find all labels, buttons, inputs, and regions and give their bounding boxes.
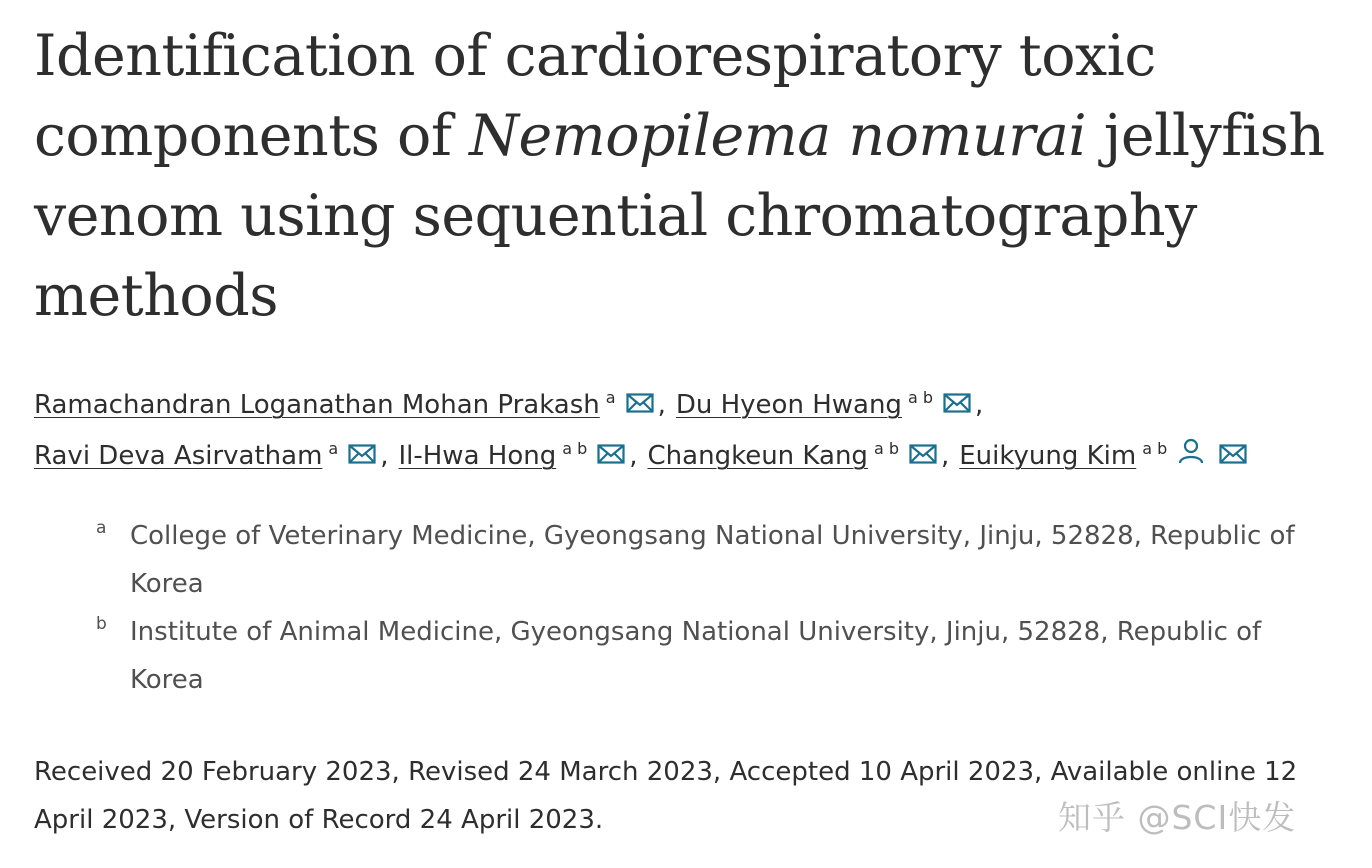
affiliation-superscript[interactable]: a (328, 439, 339, 458)
author-name-kim[interactable]: Euikyung Kim (959, 441, 1137, 471)
affiliation-mark: a (96, 518, 107, 538)
affiliation-b (96, 608, 1326, 704)
affiliation-superscript[interactable]: a b (562, 439, 588, 458)
author-name-prakash[interactable]: Ramachandran Loganathan Mohan Prakash (34, 390, 600, 420)
article-history: Received 20 February 2023, Revised 24 March 2023, Accepted 10 April 2023, Available online 12 April 2023, Version of Record 24 April 2023. (34, 757, 1298, 835)
email-icon[interactable] (597, 431, 625, 482)
author-name-hwang[interactable]: Du Hyeon Hwang (675, 390, 902, 420)
affiliation-superscript[interactable]: a (605, 388, 616, 407)
email-icon[interactable] (1219, 431, 1247, 482)
email-icon[interactable] (348, 431, 376, 482)
author-line-2 (34, 423, 1354, 474)
affiliation-a (96, 512, 1326, 608)
email-icon[interactable] (909, 431, 937, 482)
author-name-hong[interactable]: Il-Hwa Hong (398, 441, 557, 471)
author-separator: , (974, 390, 984, 420)
author-name-asirvatham[interactable]: Ravi Deva Asirvatham (34, 441, 323, 471)
affiliation-superscript[interactable]: a b (907, 388, 933, 407)
title-species-name: Nemopilema nomurai (469, 103, 1087, 169)
author-list (34, 372, 1354, 474)
title-text-end: jellyfish venom using sequential chromatography methods (34, 103, 1325, 329)
affiliation-text: Institute of Animal Medicine, Gyeongsang National University, Jinju, 52828, Republic of Korea (130, 617, 1262, 695)
author-separator: , (940, 441, 950, 471)
watermark-text: 知乎 @SCI快发 (1058, 798, 1297, 837)
author-separator: , (380, 441, 389, 471)
author-separator: , (629, 441, 638, 471)
author-name-kang[interactable]: Changkeun Kang (647, 441, 868, 471)
affiliation-superscript[interactable]: a b (873, 439, 899, 458)
affiliation-superscript[interactable]: a b (1142, 439, 1168, 458)
author-line-1 (34, 372, 1354, 423)
author-separator: , (657, 390, 666, 420)
person-icon[interactable] (1177, 431, 1205, 482)
article-title (34, 16, 1344, 336)
affiliation-mark: b (96, 614, 107, 634)
title-text-start: Identification of cardiorespiratory toxic components of (34, 23, 1156, 169)
affiliation-text: College of Veterinary Medicine, Gyeongsang National University, Jinju, 52828, Republic of Korea (130, 521, 1295, 599)
